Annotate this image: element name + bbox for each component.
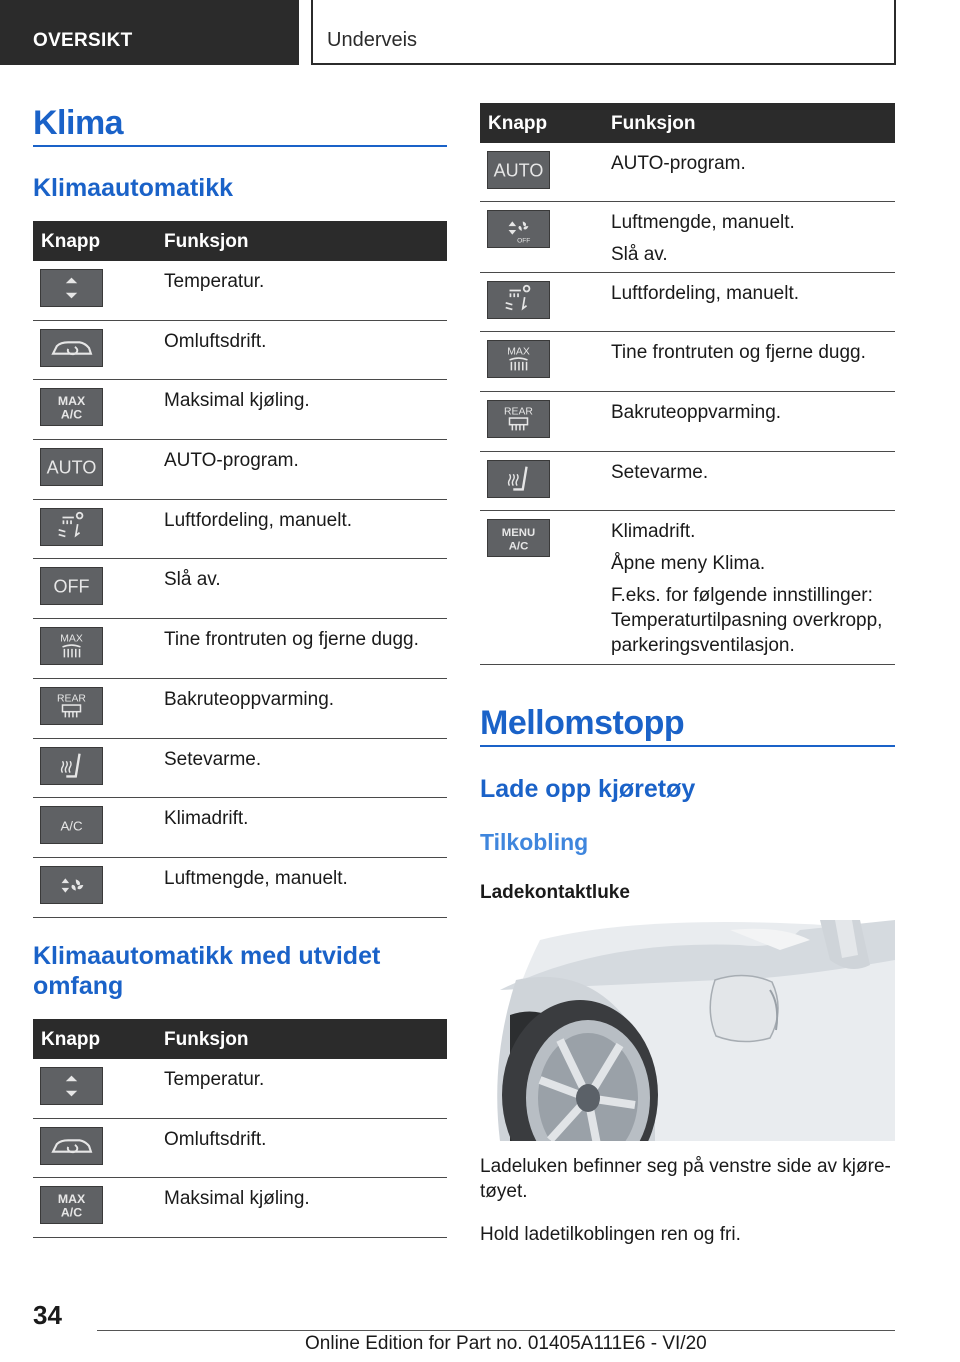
- table-row: [33, 858, 447, 918]
- charging-flap-car-image: [480, 920, 895, 1141]
- function-text-line: Åpne meny Klima.: [611, 553, 766, 574]
- table-row: [33, 380, 447, 440]
- page-number: 34: [33, 1300, 62, 1330]
- auto-icon: [40, 448, 103, 486]
- table-row: [480, 332, 895, 392]
- function-text: Luftmengde, manuelt.: [164, 867, 348, 889]
- table-row: [33, 440, 447, 500]
- column-header-funksjon: Funksjon: [164, 1029, 249, 1050]
- footer-edition-text: Online Edition for Part no. 01405A111E6 - VI/20: [305, 1333, 707, 1354]
- function-text: Tine frontruten og fjerne dugg.: [164, 629, 419, 651]
- table-row: [33, 798, 447, 858]
- air-distribution-icon: [487, 281, 550, 319]
- table-header: [33, 1019, 447, 1059]
- subsection-title-tilkobling: Tilkobling: [480, 829, 589, 855]
- header-chapter-tab[interactable]: [311, 0, 896, 65]
- section-title-klimaautomatikk: Klimaautomatikk: [33, 174, 234, 202]
- ac-icon: [40, 806, 103, 844]
- svg-text:A/C: A/C: [60, 407, 83, 422]
- section-tab-label: OVERSIKT: [33, 30, 133, 51]
- menu-ac-icon: [487, 519, 550, 557]
- svg-text:AUTO: AUTO: [46, 457, 97, 478]
- title-rule: [480, 745, 895, 747]
- table-row: [33, 739, 447, 799]
- function-text: Omluftsdrift.: [164, 330, 267, 352]
- function-text: Omluftsdrift.: [164, 1128, 267, 1150]
- svg-text:REAR: REAR: [504, 406, 533, 418]
- function-text: Bakruteoppvarming.: [611, 402, 782, 423]
- temperature-arrows-icon: [40, 269, 103, 307]
- function-text: Maksimal kjøling.: [164, 390, 310, 412]
- function-text: Bakruteoppvarming.: [164, 688, 335, 710]
- svg-text:MENU: MENU: [501, 527, 536, 540]
- title-rule: [33, 145, 447, 147]
- column-header-knapp: Knapp: [488, 113, 548, 134]
- svg-text:OFF: OFF: [517, 237, 531, 245]
- table-row: [33, 261, 447, 321]
- function-text-line: parkeringsventilasjon.: [611, 635, 795, 656]
- off-icon: [40, 567, 103, 605]
- function-text-line: Luftmengde, manuelt.: [611, 212, 795, 233]
- column-header-funksjon: Funksjon: [164, 231, 249, 252]
- function-text: [611, 212, 795, 266]
- svg-text:A/C: A/C: [508, 540, 529, 553]
- recirculation-car-icon: [40, 329, 103, 367]
- section-title-lade-opp: Lade opp kjøretøy: [480, 775, 696, 803]
- table-row: [33, 1059, 447, 1119]
- auto-icon: [487, 151, 550, 189]
- fan-speed-icon: [40, 866, 103, 904]
- temperature-arrows-icon: [40, 1067, 103, 1105]
- max-ac-icon: [40, 1186, 103, 1224]
- section-title-extended: [33, 941, 380, 1001]
- svg-text:MAX: MAX: [57, 1192, 86, 1207]
- rear-defrost-icon: [487, 400, 550, 438]
- svg-text:MAX: MAX: [57, 394, 86, 409]
- function-text: Maksimal kjøling.: [164, 1188, 310, 1210]
- function-text-line: Temperaturtilpasning overkropp,: [611, 610, 883, 631]
- function-text: Temperatur.: [164, 271, 265, 292]
- table-row: [33, 1119, 447, 1179]
- table-row: [480, 143, 895, 202]
- table-row: [33, 619, 447, 679]
- table-row: [480, 202, 895, 273]
- table-header: [33, 221, 447, 261]
- page-title-mellomstopp: Mellomstopp: [480, 704, 685, 742]
- function-text: Slå av.: [164, 569, 221, 591]
- function-text: AUTO-program.: [164, 450, 299, 472]
- svg-text:MAX: MAX: [507, 346, 530, 358]
- table-row: [33, 559, 447, 619]
- table-row: [33, 321, 447, 381]
- table-row: [480, 273, 895, 332]
- chapter-tab-label: Underveis: [327, 29, 418, 51]
- function-text: Klimadrift.: [164, 808, 249, 830]
- paragraph-hold-ren: Hold ladetilkoblingen ren og fri.: [480, 1224, 741, 1245]
- section-title-line2: omfang: [33, 972, 124, 1000]
- svg-text:REAR: REAR: [57, 693, 86, 705]
- climate-table-3: [480, 103, 895, 665]
- seat-heating-icon: [40, 747, 103, 785]
- paragraph-line: Ladeluken befinner seg på venstre side av kjøre-: [480, 1156, 891, 1177]
- table-row: [480, 452, 895, 511]
- label-ladekontaktluke: Ladekontaktluke: [480, 882, 630, 903]
- function-text: Luftfordeling, manuelt.: [164, 509, 353, 531]
- table-row: [480, 392, 895, 452]
- paragraph-line: tøyet.: [480, 1181, 528, 1202]
- footer-rule: [97, 1330, 895, 1331]
- function-text: AUTO-program.: [611, 153, 746, 174]
- svg-text:MAX: MAX: [60, 633, 83, 645]
- section-title-line1: Klimaautomatikk med utvidet: [33, 942, 381, 970]
- function-text-line: F.eks. for følgende innstillinger:: [611, 585, 873, 606]
- svg-text:AUTO: AUTO: [493, 160, 544, 181]
- table-row: [480, 511, 895, 665]
- recirculation-car-icon: [40, 1127, 103, 1165]
- max-defrost-icon: [487, 340, 550, 378]
- rear-defrost-icon: [40, 687, 103, 725]
- max-ac-icon: [40, 388, 103, 426]
- fan-off-icon: [487, 210, 550, 248]
- function-text: Temperatur.: [164, 1069, 265, 1090]
- paragraph-ladeluke: [480, 1154, 891, 1204]
- column-header-funksjon: Funksjon: [611, 113, 696, 134]
- table-header: [480, 103, 895, 143]
- max-defrost-icon: [40, 627, 103, 665]
- function-text: Luftfordeling, manuelt.: [611, 283, 800, 304]
- column-header-knapp: Knapp: [41, 231, 101, 252]
- function-text-line: Klimadrift.: [611, 521, 696, 542]
- seat-heating-icon: [487, 460, 550, 498]
- table-row: [33, 1178, 447, 1238]
- table-row: [33, 679, 447, 739]
- svg-text:OFF: OFF: [53, 577, 90, 598]
- page-title-klima: Klima: [33, 104, 124, 142]
- function-text: Tine frontruten og fjerne dugg.: [611, 342, 866, 363]
- climate-table-1: [33, 221, 447, 918]
- function-text: Setevarme.: [164, 748, 262, 770]
- function-text-line: Slå av.: [611, 244, 668, 265]
- svg-text:A/C: A/C: [60, 1205, 83, 1220]
- header-section-tab[interactable]: [0, 0, 299, 65]
- function-text: Setevarme.: [611, 462, 709, 483]
- air-distribution-icon: [40, 508, 103, 546]
- function-text: [611, 521, 882, 657]
- column-header-knapp: Knapp: [41, 1029, 101, 1050]
- table-row: [33, 500, 447, 560]
- svg-text:A/C: A/C: [60, 818, 83, 834]
- climate-table-2: [33, 1019, 447, 1238]
